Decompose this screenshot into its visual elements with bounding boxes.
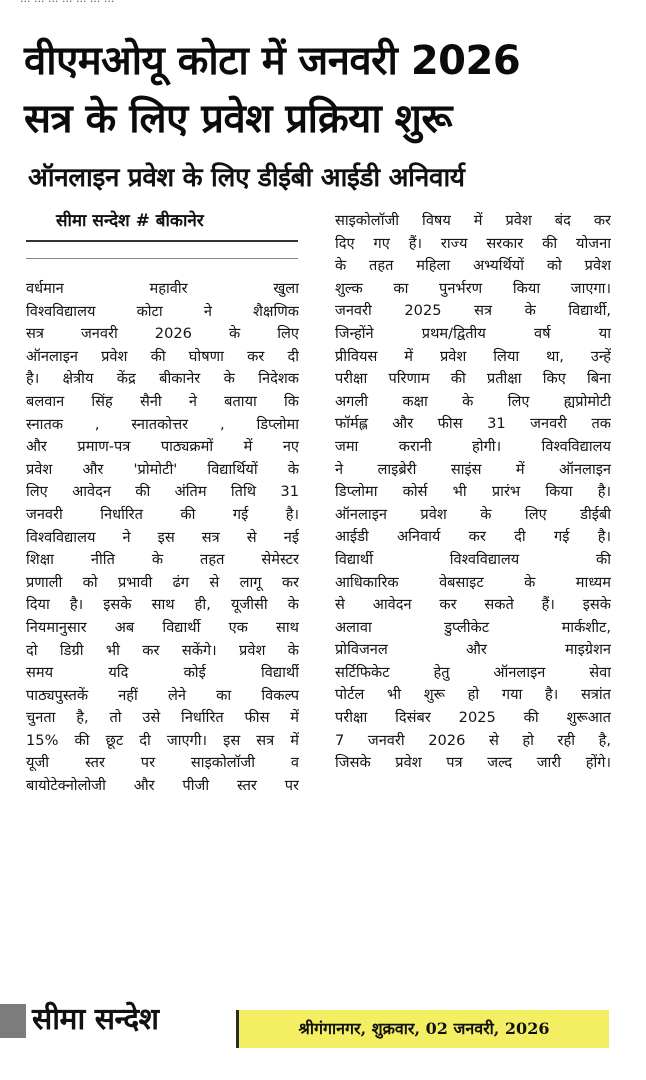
right-column-line: सर्टिफिकेट हेतु ऑनलाइन सेवा <box>335 663 611 681</box>
right-column-line: जिसके प्रवेश पत्र जल्द जारी होंगे। <box>335 754 611 772</box>
left-column-line: ऑनलाइन प्रवेश की घोषणा कर दी <box>26 347 299 365</box>
left-column-line: पाठ्यपुस्तकें नहीं लेने का विकल्प <box>26 686 299 704</box>
right-column-line: फॉर्मह्ल और फीस 31 जनवरी तक <box>335 415 611 433</box>
headline-line-1: वीएमओयू कोटा में जनवरी 2026 <box>24 38 521 84</box>
right-column-line: आधिकारिक वेबसाइट के माध्यम <box>335 573 611 591</box>
right-column-line: ने लाइब्रेरी साइंस में ऑनलाइन <box>335 460 611 478</box>
left-column-line: और प्रमाण-पत्र पाठ्यक्रमों में नए <box>26 438 299 456</box>
right-column-line: साइकोलॉजी विषय में प्रवेश बंद कर <box>335 212 611 229</box>
right-column-line: 7 जनवरी 2026 से हो रही है, <box>335 731 611 749</box>
left-column-line: दिया है। इसके साथ ही, यूजीसी के <box>26 596 299 614</box>
left-column-line: चुनता है, तो उसे निर्धारित फीस में <box>26 709 299 727</box>
left-column-line: समय यदि कोई विद्यार्थी <box>26 664 299 682</box>
left-column-line: बायोटेक्नोलोजी और पीजी स्तर पर <box>26 777 299 795</box>
left-column-line: जनवरी निर्धारित की गई है। <box>26 505 299 523</box>
byline-underline <box>26 240 298 242</box>
left-column-line: विश्वविद्यालय कोटा ने शैक्षणिक <box>26 302 299 320</box>
right-column-line: जिन्होंने प्रथम/द्वितीय वर्ष या <box>335 324 611 342</box>
footer-dateline: श्रीगंगानगर, शुक्रवार, 02 जनवरी, 2026 <box>236 1010 609 1048</box>
left-column-line: लिए आवेदन की अंतिम तिथि 31 <box>26 483 299 501</box>
left-column-line: प्रणाली को प्रभावी ढंग से लागू कर <box>26 573 299 591</box>
left-column-line: है। क्षेत्रीय केंद्र बीकानेर के निदेशक <box>26 370 299 388</box>
left-column-line: बलवान सिंह सैनी ने बताया कि <box>26 392 299 410</box>
right-column-line: से आवेदन कर सकते हैं। इसके <box>335 596 611 614</box>
left-column-line: स्नातक , स्नातकोत्तर , डिप्लोमा <box>26 415 299 433</box>
left-column-top-rule <box>26 258 298 259</box>
right-column-line: डिप्लोमा कोर्स भी प्रारंभ किया है। <box>335 483 611 501</box>
left-column-line: वर्धमान महावीर खुला <box>26 280 299 297</box>
headline <box>24 32 624 148</box>
right-column-line: प्रीवियस में प्रवेश लिया था, उन्हें <box>335 347 611 365</box>
article-right-column <box>335 210 611 775</box>
right-column-line: विद्यार्थी विश्वविद्यालय की <box>335 550 611 568</box>
footer-accent-block <box>0 1004 26 1038</box>
subheadline: ऑनलाइन प्रवेश के लिए डीईबी आईडी अनिवार्य <box>28 163 465 193</box>
right-column-line: पोर्टल भी शुरू हो गया है। सत्रांत <box>335 686 611 704</box>
left-column-line: विश्वविद्यालय ने इस सत्र से नई <box>26 528 299 546</box>
article-left-column <box>26 278 299 798</box>
right-column-line: आईडी अनिवार्य कर दी गई है। <box>335 528 611 546</box>
right-column-line: अलावा डुप्लीकेट मार्कशीट, <box>335 618 611 636</box>
footer-brand: सीमा सन्देश <box>32 1002 159 1037</box>
footer <box>0 998 646 1054</box>
left-column-line: सत्र जनवरी 2026 के लिए <box>26 325 299 343</box>
right-column-line: ऑनलाइन प्रवेश के लिए डीईबी <box>335 505 611 523</box>
headline-line-2: सत्र के लिए प्रवेश प्रक्रिया शुरू <box>24 96 452 142</box>
right-column-line: जनवरी 2025 सत्र के विद्यार्थी, <box>335 302 611 320</box>
clipped-previous-article-text: ··· ··· ··· ··· ··· ··· ··· <box>20 0 115 8</box>
left-column-line: नियमानुसार अब विद्यार्थी एक साथ <box>26 618 299 636</box>
right-column-line: जमा करानी होगी। विश्वविद्यालय <box>335 437 611 455</box>
right-column-line: परीक्षा परिणाम की प्रतीक्षा किए बिना <box>335 370 611 388</box>
left-column-line: शिक्षा नीति के तहत सेमेस्टर <box>26 551 299 569</box>
right-column-line: प्रोविजनल और माइग्रेशन <box>335 641 611 659</box>
left-column-line: प्रवेश और 'प्रोमोटी' विद्यार्थियों के <box>26 460 299 478</box>
left-column-line: यूजी स्तर पर साइकोलॉजी व <box>26 754 299 772</box>
right-column-line: परीक्षा दिसंबर 2025 की शुरूआत <box>335 709 611 727</box>
right-column-line: के तहत महिला अभ्यर्थियों को प्रवेश <box>335 257 611 275</box>
byline: सीमा सन्देश # बीकानेर <box>56 211 204 231</box>
right-column-line: शुल्क का पुनर्भरण किया जाएगा। <box>335 279 611 297</box>
left-column-line: 15% की छूट दी जाएगी। इस सत्र में <box>26 731 299 749</box>
right-column-line: दिए गए हैं। राज्य सरकार की योजना <box>335 234 611 252</box>
right-column-line: अगली कक्षा के लिए ह्यप्रोमोटी <box>335 392 611 410</box>
left-column-line: दो डिग्री भी कर सकेंगे। प्रवेश के <box>26 641 299 659</box>
